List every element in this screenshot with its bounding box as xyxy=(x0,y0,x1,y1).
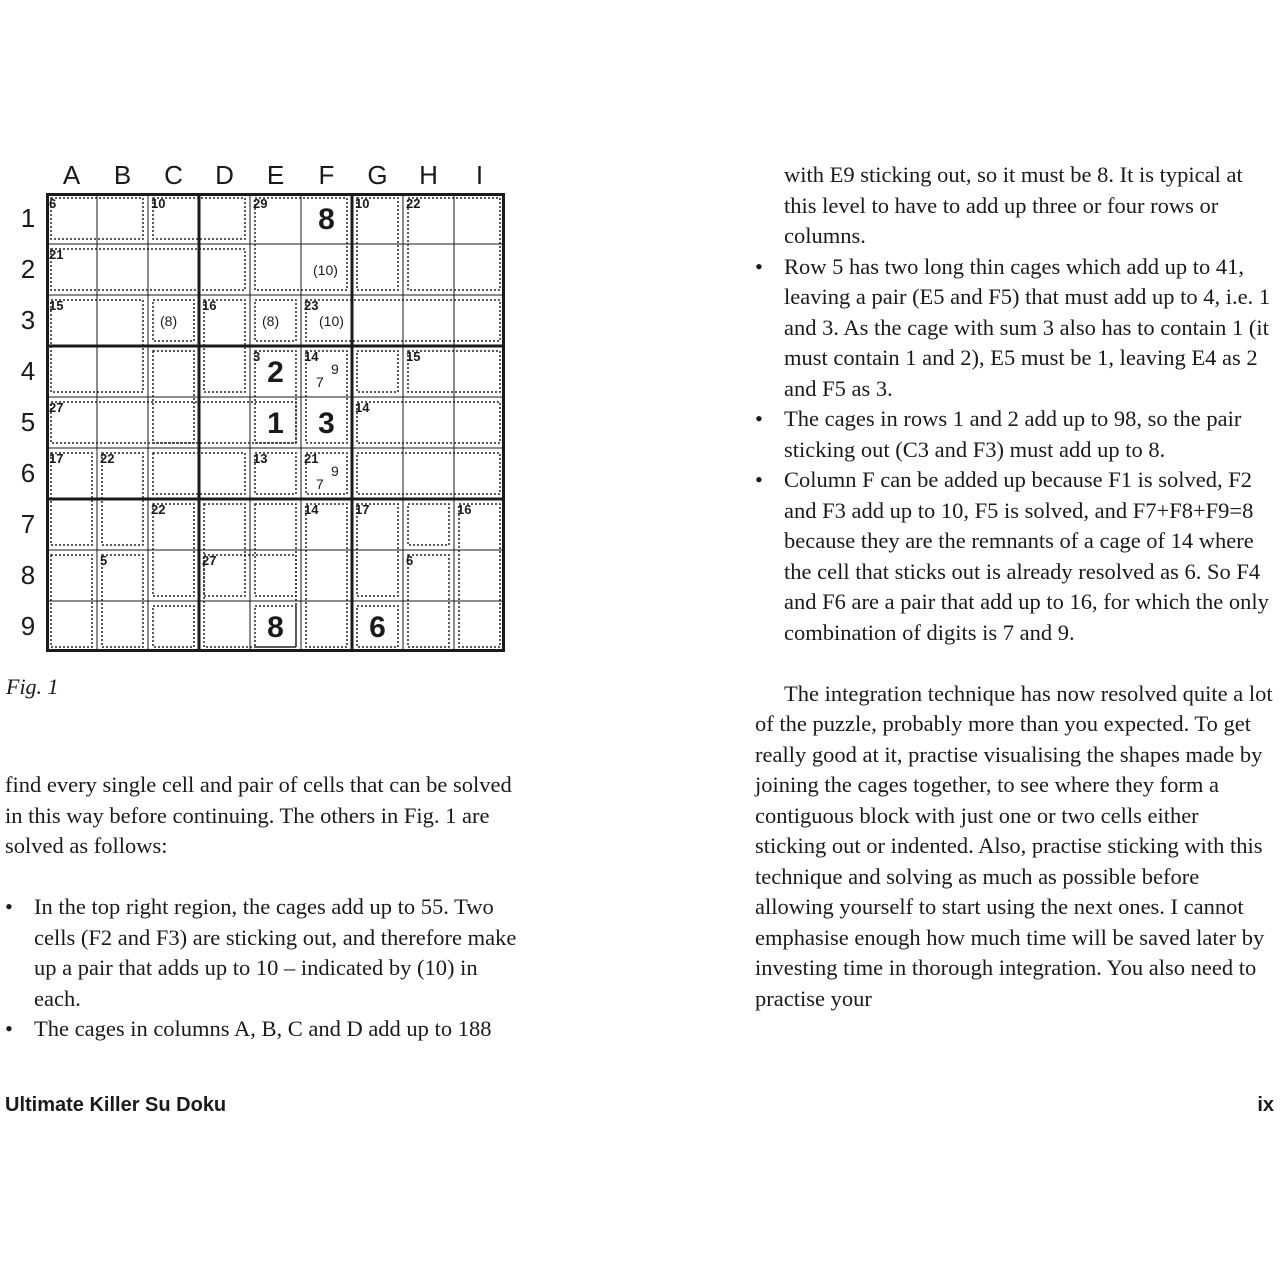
cage-sum-label: 15 xyxy=(406,349,421,364)
solved-digit: 3 xyxy=(318,407,335,440)
cage-sum-label: 17 xyxy=(355,502,370,517)
left-bullet-list xyxy=(5,892,530,1045)
cage-sum-label: 16 xyxy=(202,298,217,313)
column-label: E xyxy=(266,160,285,190)
row-label: 7 xyxy=(20,509,36,539)
pencil-note: 7 xyxy=(316,476,324,492)
left-bullet-2-text: The cages in columns A, B, C and D add up to 188 xyxy=(34,1016,492,1041)
column-label: B xyxy=(113,160,132,190)
pencil-note: 9 xyxy=(331,463,339,479)
left-bullet-1 xyxy=(5,892,530,1014)
cage-outline xyxy=(459,504,500,647)
pencil-note: 7 xyxy=(316,374,324,390)
cage-outline xyxy=(357,402,500,443)
solved-digit: 8 xyxy=(318,203,335,236)
cage-sum-label: 27 xyxy=(49,400,64,415)
cage-sum-label: 21 xyxy=(49,247,64,262)
right-bullet-2-text: The cages in rows 1 and 2 add up to 98, so the pair sticking out (C3 and F3) must add up to 8. xyxy=(784,406,1242,462)
bullet-icon: • xyxy=(755,406,763,431)
row-label: 6 xyxy=(20,458,36,488)
cage-sum-label: 5 xyxy=(100,553,108,568)
row-label: 8 xyxy=(20,560,36,590)
cage-outline xyxy=(306,504,347,647)
column-label: D xyxy=(215,160,234,190)
cage-outline xyxy=(408,504,449,545)
cage-sum-label: 14 xyxy=(355,400,370,415)
bullet-icon: • xyxy=(755,253,763,279)
bullet-icon: • xyxy=(5,894,13,919)
right-main-paragraph: The integration technique has now resolved quite a lot of the puzzle, probably more than you expected. To get really good at it, practise visualising the shapes made by joining the cages together, to see where they form a contiguous block with just one or two cells either sticking out or indented. Also, practise sticking with this technique and solving as much as possible before allowing yourself to start using the next ones. I cannot emphasise enough how much time will be saved later by investing time in thorough integration. You also need to practise your xyxy=(755,680,1273,1011)
row-label: 3 xyxy=(20,305,36,335)
cage-sum-label: 16 xyxy=(457,502,472,517)
killer-sudoku-figure xyxy=(0,0,520,670)
cage-outline xyxy=(357,453,500,494)
cage-outline xyxy=(153,606,194,647)
cage-sum-label: 6 xyxy=(49,196,57,211)
cage-sum-label: 27 xyxy=(202,553,217,568)
pencil-note: (8) xyxy=(160,313,178,329)
right-continuation-text: with E9 sticking out, so it must be 8. It is typical at this level to have to add up three or four rows or columns. xyxy=(784,162,1243,248)
cage-sum-label: 10 xyxy=(151,196,166,211)
cage-sum-label: 22 xyxy=(100,451,115,466)
row-label: 5 xyxy=(20,407,36,437)
cage-sum-label: 13 xyxy=(253,451,268,466)
row-label: 9 xyxy=(20,611,36,641)
cage-sum-label: 23 xyxy=(304,298,319,313)
page-number: ix xyxy=(1257,1094,1274,1116)
right-bullet-list xyxy=(755,252,1275,649)
figure-caption: Fig. 1 xyxy=(6,674,59,699)
right-bullet-1 xyxy=(755,252,1275,405)
row-label: 1 xyxy=(20,203,36,233)
cage-sum-label: 6 xyxy=(406,553,414,568)
column-label: I xyxy=(475,160,484,190)
column-label: G xyxy=(367,160,388,190)
pencil-note: 9 xyxy=(331,361,339,377)
right-text-column xyxy=(755,160,1275,1014)
left-bullet-2 xyxy=(5,1014,530,1045)
cage-sum-label: 10 xyxy=(355,196,370,211)
row-label: 2 xyxy=(20,254,36,284)
solved-digit: 6 xyxy=(369,611,386,644)
cage-sum-label: 3 xyxy=(253,349,261,364)
cage-sum-label: 21 xyxy=(304,451,319,466)
pencil-note: (8) xyxy=(262,313,280,329)
cage-sum-label: 29 xyxy=(253,196,268,211)
solved-digit: 8 xyxy=(267,611,284,644)
pencil-note: (10) xyxy=(313,262,338,278)
cage-sum-label: 14 xyxy=(304,349,319,364)
left-text-column xyxy=(5,770,530,1045)
column-label: H xyxy=(419,160,438,190)
left-bullet-1-text: In the top right region, the cages add up to 55. Two cells (F2 and F3) are sticking out, and therefore make up a pair that adds up to 10 – indicated by (10) in each. xyxy=(34,894,517,1011)
right-bullet-1-text: Row 5 has two long thin cages which add up to 41, leaving a pair (E5 and F5) that must add up to 4, i.e. 1 and 3. As the cage with sum 3 also has to contain 1 (it must contain 1 and 2), E5 must be 1, leaving E4 as 2 and F5 as 3. xyxy=(784,253,1271,401)
cage-sum-label: 22 xyxy=(151,502,166,517)
row-label: 4 xyxy=(20,356,36,386)
cage-sum-label: 15 xyxy=(49,298,64,313)
left-intro-paragraph: find every single cell and pair of cells that can be solved in this way before continuing. The others in Fig. 1 are solved as follows: xyxy=(5,772,512,858)
cage-outline xyxy=(357,351,398,392)
cage-sum-label: 22 xyxy=(406,196,421,211)
cage-sum-label: 17 xyxy=(49,451,64,466)
right-bullet-3-text: Column F can be added up because F1 is solved, F2 and F3 add up to 10, F5 is solved, and F7+F8+F9=8 because they are the remnants of a cage of 14 where the cell that sticks out is already resolved as 6. So F4 and F6 are a pair that add up to 16, for which the only combination of digits is 7 and 9. xyxy=(784,467,1269,645)
right-bullet-2 xyxy=(755,404,1275,465)
book-title: Ultimate Killer Su Doku xyxy=(5,1094,227,1116)
column-label: C xyxy=(164,160,183,190)
solved-digit: 2 xyxy=(267,356,284,389)
column-label: F xyxy=(318,160,335,190)
cage-sum-label: 14 xyxy=(304,502,319,517)
solved-digit: 1 xyxy=(267,407,284,440)
pencil-note: (10) xyxy=(319,313,344,329)
bullet-icon: • xyxy=(5,1016,13,1041)
right-bullet-3 xyxy=(755,465,1275,648)
column-label: A xyxy=(62,160,81,190)
bullet-icon: • xyxy=(755,467,763,492)
